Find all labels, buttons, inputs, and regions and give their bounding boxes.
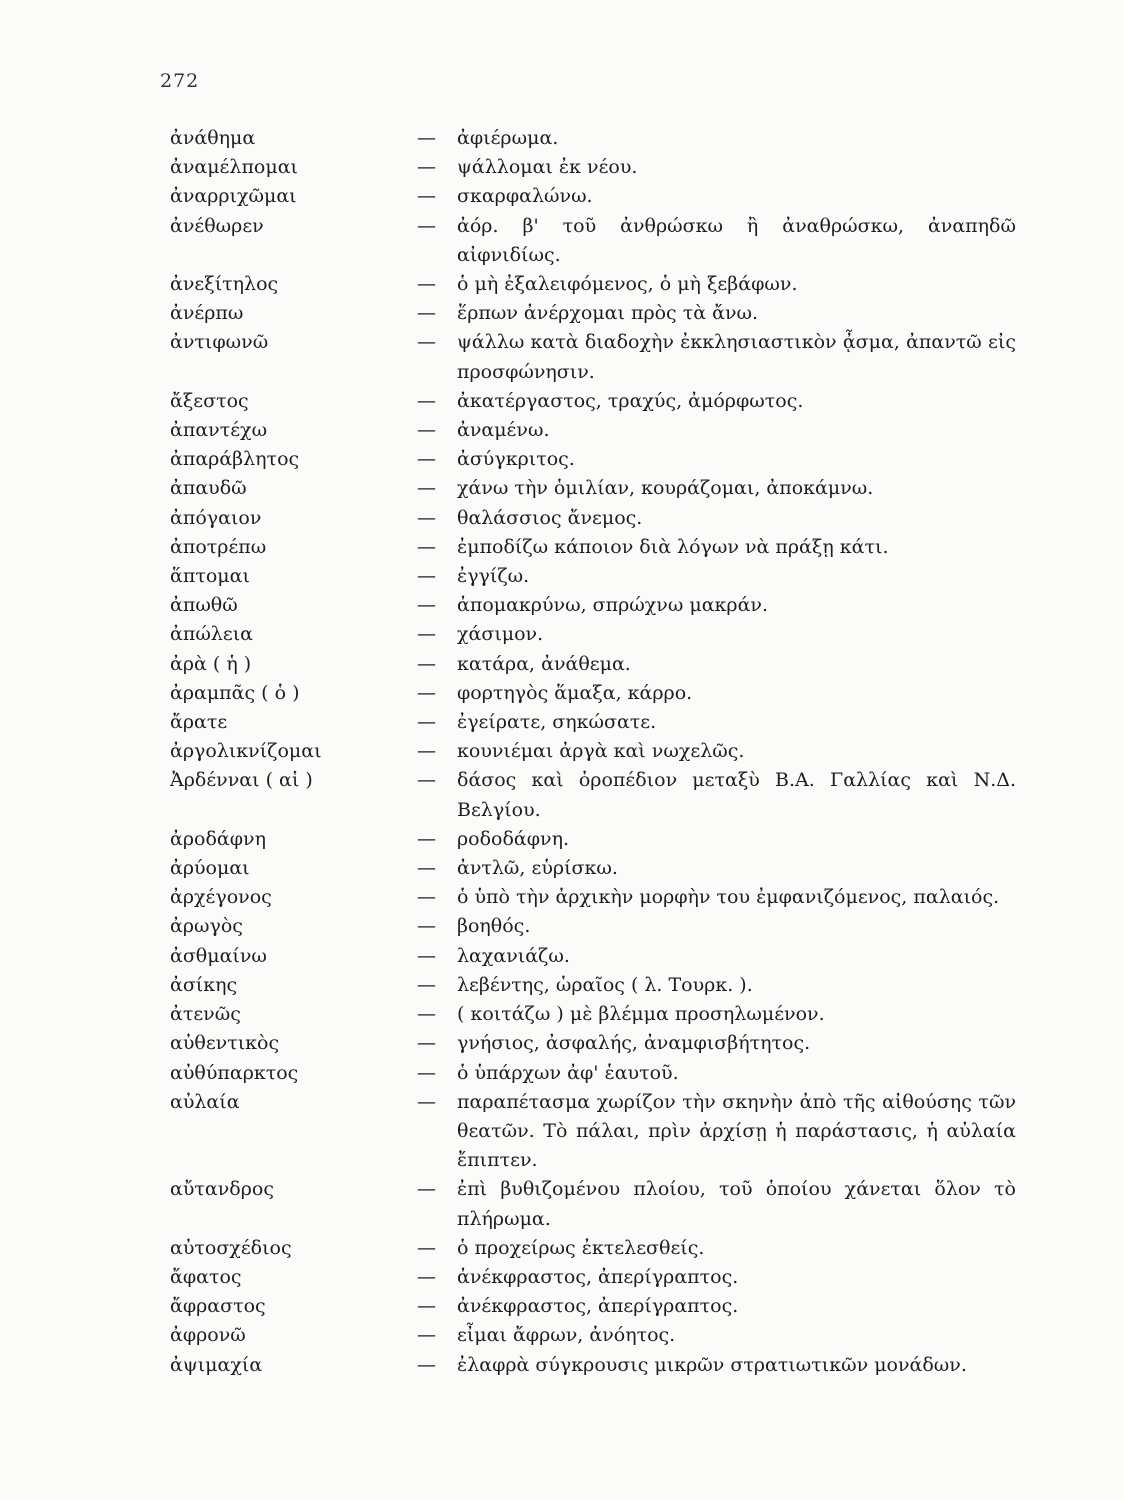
glossary-definition-block — [417, 912, 1020, 941]
glossary-definition-block — [417, 825, 1020, 854]
definition-dash: — — [417, 565, 436, 588]
glossary-term: Ἀρδένναι ( αἱ ) — [170, 769, 313, 792]
glossary-term: ἄφραστος — [170, 1295, 266, 1318]
glossary-entry — [170, 708, 1020, 737]
definition-dash: — — [417, 623, 436, 646]
glossary-definition: ἐπὶ βυθιζομένου πλοίου, τοῦ ὁποίου χάνεται ὅλον τὸ πλήρωμα. — [457, 1178, 1016, 1230]
glossary-entry — [170, 504, 1020, 533]
glossary-definition-block — [417, 1292, 1020, 1321]
glossary-entry — [170, 1059, 1020, 1088]
glossary-term: ἀρὰ ( ἡ ) — [170, 652, 252, 675]
glossary-definition: θαλάσσιος ἄνεμος. — [457, 506, 643, 529]
definition-dash: — — [417, 1003, 436, 1026]
glossary-term: ἀνεξίτηλος — [170, 273, 279, 296]
glossary-definition: παραπέτασμα χωρίζον τὴν σκηνὴν ἀπὸ τῆς αἰθούσης τῶν θεατῶν. Τὸ πάλαι, πρὶν ἀρχίσῃ ἡ παράστασις, ἡ αὐλαία ἔπιπτεν. — [457, 1090, 1016, 1172]
glossary-definition: λαχανιάζω. — [457, 944, 570, 967]
glossary-entry — [170, 212, 1020, 270]
glossary-entry — [170, 124, 1020, 153]
definition-dash: — — [417, 594, 436, 617]
glossary-definition-block — [417, 854, 1020, 883]
glossary-definition: βοηθός. — [457, 915, 531, 938]
glossary-entry — [170, 766, 1020, 824]
glossary-definition-block — [417, 1088, 1020, 1176]
glossary-entry — [170, 679, 1020, 708]
glossary-definition: κουνιέμαι ἀργὰ καὶ νωχελῶς. — [457, 740, 745, 763]
definition-dash: — — [417, 769, 436, 792]
glossary-entry — [170, 912, 1020, 941]
definition-dash: — — [417, 1236, 436, 1259]
definition-dash: — — [417, 652, 436, 675]
glossary-term: ἀρχέγονος — [170, 886, 272, 909]
glossary-definition-block — [417, 182, 1020, 211]
glossary-entry — [170, 1029, 1020, 1058]
glossary-definition-block — [417, 1351, 1020, 1380]
definition-dash: — — [417, 1295, 436, 1318]
definition-dash: — — [417, 273, 436, 296]
glossary-definition-block — [417, 971, 1020, 1000]
glossary-definition: γνήσιος, ἀσφαλής, ἀναμφισβήτητος. — [457, 1032, 811, 1055]
glossary-term: ἀντιφωνῶ — [170, 331, 269, 354]
glossary-definition-block — [417, 1234, 1020, 1263]
glossary-definition-block — [417, 387, 1020, 416]
definition-dash: — — [417, 711, 436, 734]
glossary-definition: ἐμποδίζω κάποιον διὰ λόγων νὰ πράξῃ κάτι. — [457, 535, 889, 558]
definition-dash: — — [417, 1178, 436, 1201]
glossary-term: ἀργολικνίζομαι — [170, 740, 322, 763]
glossary-entry — [170, 737, 1020, 766]
glossary-entry — [170, 1175, 1020, 1233]
definition-dash: — — [417, 302, 436, 325]
definition-dash: — — [417, 915, 436, 938]
glossary-term: αὐθεντικὸς — [170, 1032, 280, 1055]
glossary-term: ἀναμέλπομαι — [170, 156, 298, 179]
glossary-definition: ψάλλω κατὰ διαδοχὴν ἐκκλησιαστικὸν ᾆσμα, ἀπαντῶ εἰς προσφώνησιν. — [457, 331, 1016, 383]
glossary-entry — [170, 1234, 1020, 1263]
glossary-term: αὐλαία — [170, 1090, 240, 1113]
glossary-definition: ἐλαφρὰ σύγκρουσις μικρῶν στρατιωτικῶν μονάδων. — [457, 1353, 967, 1376]
glossary-definition: ὁ προχείρως ἐκτελεσθείς. — [457, 1236, 705, 1259]
glossary-definition: ὁ μὴ ἐξαλειφόμενος, ὁ μὴ ξεβάφων. — [457, 273, 798, 296]
glossary-term: ἄρατε — [170, 711, 228, 734]
glossary-definition: λεβέντης, ὡραῖος ( λ. Τουρκ. ). — [457, 973, 753, 996]
glossary-definition: ἀπομακρύνω, σπρώχνω μακράν. — [457, 594, 769, 617]
glossary-term: ἀραμπᾶς ( ὁ ) — [170, 681, 300, 704]
glossary-definition: ὁ ὑπάρχων ἀφ' ἑαυτοῦ. — [457, 1061, 679, 1084]
glossary-term: ἀροδάφνη — [170, 827, 266, 850]
glossary-term: ἀπώλεια — [170, 623, 253, 646]
glossary-entry — [170, 533, 1020, 562]
definition-dash: — — [417, 1090, 436, 1113]
definition-dash: — — [417, 857, 436, 880]
definition-dash: — — [417, 886, 436, 909]
glossary-definition-block — [417, 1059, 1020, 1088]
definition-dash: — — [417, 477, 436, 500]
glossary-entry — [170, 328, 1020, 386]
glossary-entry — [170, 445, 1020, 474]
glossary-definition-block — [417, 1000, 1020, 1029]
glossary-definition-block — [417, 942, 1020, 971]
glossary-term: αὐθύπαρκτος — [170, 1061, 299, 1084]
glossary-entry — [170, 1292, 1020, 1321]
definition-dash: — — [417, 944, 436, 967]
glossary-definition-block — [417, 708, 1020, 737]
glossary-term: ἀνάθημα — [170, 127, 256, 149]
glossary-definition-block — [417, 474, 1020, 503]
glossary-entry — [170, 1263, 1020, 1292]
page-number: 272 — [160, 70, 200, 92]
glossary-definition: ἀναμένω. — [457, 419, 550, 442]
definition-dash: — — [417, 1324, 436, 1347]
glossary-definition: φορτηγὸς ἅμαξα, κάρρο. — [457, 681, 693, 704]
glossary-definition-block — [417, 1321, 1020, 1350]
glossary-definition-block — [417, 737, 1020, 766]
glossary-definition: ἀφιέρωμα. — [457, 127, 559, 149]
glossary-definition: σκαρφαλώνω. — [457, 185, 593, 208]
definition-dash: — — [417, 156, 436, 179]
glossary-definition-block — [417, 562, 1020, 591]
glossary-definition-block — [417, 299, 1020, 328]
glossary-definition-block — [417, 766, 1020, 824]
glossary-definition: ἀόρ. β' τοῦ ἀνθρώσκω ἢ ἀναθρώσκω, ἀναπηδῶ αἰφνιδίως. — [457, 214, 1016, 266]
definition-dash: — — [417, 331, 436, 354]
glossary-term: ἄφατος — [170, 1265, 242, 1288]
glossary-definition-block — [417, 883, 1020, 912]
glossary-definition: εἶμαι ἄφρων, ἀνόητος. — [457, 1324, 676, 1347]
glossary-definition: ὁ ὑπὸ τὴν ἀρχικὴν μορφὴν του ἐμφανιζόμενος, παλαιός. — [457, 886, 1000, 909]
glossary-term: ἀτενῶς — [170, 1003, 241, 1026]
definition-dash: — — [417, 419, 436, 442]
definition-dash: — — [417, 740, 436, 763]
glossary-entry — [170, 416, 1020, 445]
glossary-term: ἄξεστος — [170, 389, 249, 412]
definition-dash: — — [417, 535, 436, 558]
glossary-definition: ἀνέκφραστος, ἀπερίγραπτος. — [457, 1265, 739, 1288]
glossary-definition: κατάρα, ἀνάθεμα. — [457, 652, 631, 675]
glossary-entry — [170, 1088, 1020, 1176]
glossary-list — [170, 124, 1020, 1380]
glossary-definition-block — [417, 124, 1020, 153]
glossary-term: ἀναρριχῶμαι — [170, 185, 297, 208]
definition-dash: — — [417, 973, 436, 996]
glossary-term: ἀποτρέπω — [170, 535, 267, 558]
glossary-definition: ἀνέκφραστος, ἀπερίγραπτος. — [457, 1295, 739, 1318]
glossary-definition-block — [417, 445, 1020, 474]
definition-dash: — — [417, 389, 436, 412]
definition-dash: — — [417, 1265, 436, 1288]
glossary-term: ἀνέθωρεν — [170, 214, 264, 237]
definition-dash: — — [417, 1032, 436, 1055]
glossary-definition-block — [417, 270, 1020, 299]
glossary-definition: ἀντλῶ, εὑρίσκω. — [457, 857, 618, 880]
glossary-entry — [170, 182, 1020, 211]
glossary-definition: ἀκατέργαστος, τραχύς, ἀμόρφωτος. — [457, 389, 804, 412]
glossary-definition-block — [417, 1263, 1020, 1292]
glossary-definition: χάσιμον. — [457, 623, 544, 646]
glossary-definition-block — [417, 212, 1020, 270]
glossary-definition-block — [417, 416, 1020, 445]
glossary-entry — [170, 650, 1020, 679]
definition-dash: — — [417, 827, 436, 850]
glossary-definition: ροδοδάφνη. — [457, 827, 570, 850]
glossary-entry — [170, 591, 1020, 620]
glossary-entry — [170, 883, 1020, 912]
glossary-term: ἀπαράβλητος — [170, 448, 300, 471]
glossary-term: ἀπόγαιον — [170, 506, 262, 529]
definition-dash: — — [417, 185, 436, 208]
glossary-entry — [170, 1321, 1020, 1350]
definition-dash: — — [417, 1061, 436, 1084]
glossary-entry — [170, 474, 1020, 503]
glossary-definition: ἐγείρατε, σηκώσατε. — [457, 711, 657, 734]
glossary-definition-block — [417, 153, 1020, 182]
definition-dash: — — [417, 448, 436, 471]
glossary-definition-block — [417, 679, 1020, 708]
glossary-entry — [170, 620, 1020, 649]
glossary-term: ἀσίκης — [170, 973, 238, 996]
glossary-term: ἀρύομαι — [170, 857, 250, 880]
glossary-term: ἀνέρπω — [170, 302, 244, 325]
glossary-definition-block — [417, 591, 1020, 620]
glossary-entry — [170, 825, 1020, 854]
glossary-entry — [170, 153, 1020, 182]
glossary-term: ἀπωθῶ — [170, 594, 238, 617]
glossary-term: αὔτανδρος — [170, 1178, 274, 1201]
glossary-definition: δάσος καὶ ὀροπέδιον μεταξὺ Β.Α. Γαλλίας καὶ Ν.Δ. Βελγίου. — [457, 769, 1016, 821]
glossary-definition-block — [417, 620, 1020, 649]
glossary-definition-block — [417, 1175, 1020, 1233]
glossary-entry — [170, 299, 1020, 328]
glossary-entry — [170, 942, 1020, 971]
glossary-definition-block — [417, 533, 1020, 562]
glossary-term: ἀπαντέχω — [170, 419, 268, 442]
definition-dash: — — [417, 506, 436, 529]
glossary-definition-block — [417, 650, 1020, 679]
glossary-definition: ἐγγίζω. — [457, 565, 530, 588]
glossary-term: ἅπτομαι — [170, 565, 250, 588]
glossary-entry — [170, 971, 1020, 1000]
glossary-definition: χάνω τὴν ὁμιλίαν, κουράζομαι, ἀποκάμνω. — [457, 477, 874, 500]
glossary-definition: ἕρπων ἀνέρχομαι πρὸς τὰ ἄνω. — [457, 302, 759, 325]
definition-dash: — — [417, 1353, 436, 1376]
glossary-definition: ψάλλομαι ἐκ νέου. — [457, 156, 638, 179]
glossary-entry — [170, 562, 1020, 591]
glossary-term: ἀφρονῶ — [170, 1324, 246, 1347]
definition-dash: — — [417, 214, 436, 237]
glossary-definition-block — [417, 1029, 1020, 1058]
glossary-term: αὐτοσχέδιος — [170, 1236, 292, 1259]
definition-dash: — — [417, 681, 436, 704]
glossary-term: ἀσθμαίνω — [170, 944, 267, 967]
glossary-definition: ἀσύγκριτος. — [457, 448, 575, 471]
glossary-term: ἀψιμαχία — [170, 1353, 263, 1376]
glossary-entry — [170, 270, 1020, 299]
glossary-definition: ( κοιτάζω ) μὲ βλέμμα προσηλωμένον. — [457, 1003, 825, 1026]
glossary-entry — [170, 1351, 1020, 1380]
glossary-definition-block — [417, 504, 1020, 533]
definition-dash: — — [417, 127, 436, 149]
glossary-entry — [170, 387, 1020, 416]
glossary-term: ἀπαυδῶ — [170, 477, 247, 500]
glossary-entry — [170, 854, 1020, 883]
glossary-entry — [170, 1000, 1020, 1029]
glossary-definition-block — [417, 328, 1020, 386]
glossary-term: ἀρωγὸς — [170, 915, 243, 938]
